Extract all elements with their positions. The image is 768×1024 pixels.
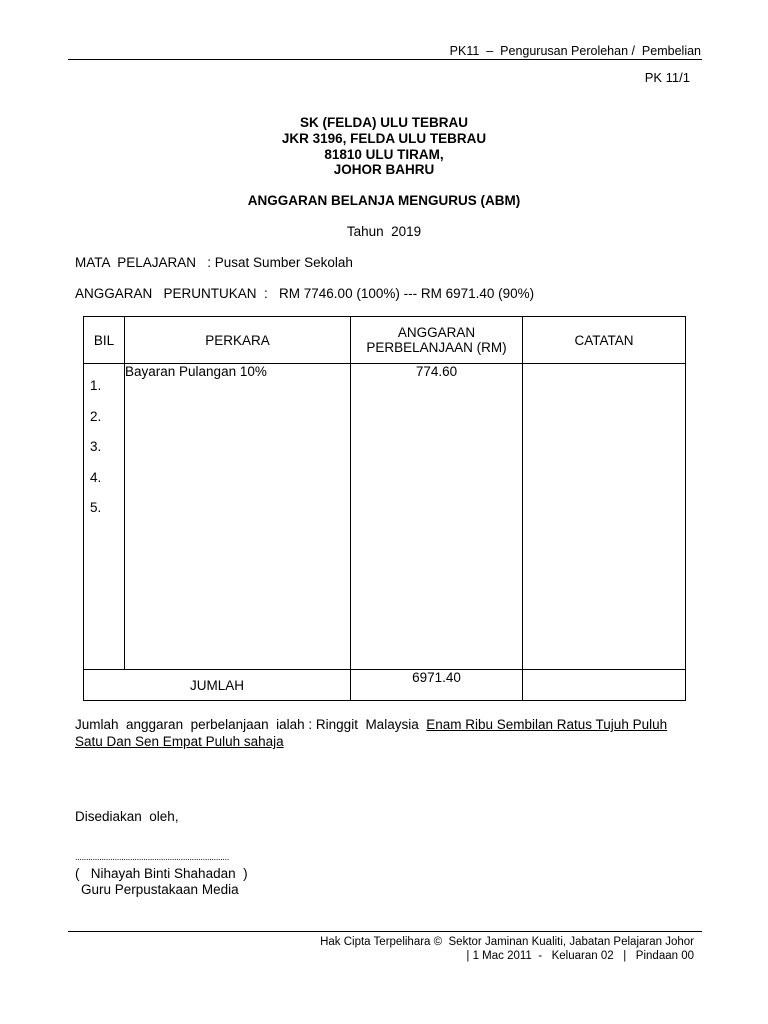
header-text: PK11 – Pengurusan Perolehan / Pembelian bbox=[449, 44, 701, 58]
footer-copyright: Hak Cipta Terpelihara © Sektor Jaminan Kualiti, Jabatan Pelajaran Johor bbox=[320, 936, 694, 948]
year-line: Tahun 2019 bbox=[346, 224, 422, 239]
bil-number: 4. bbox=[90, 469, 102, 485]
subject-line: MATA PELAJARAN : Pusat Sumber Sekolah bbox=[75, 255, 353, 270]
footer-rule bbox=[68, 931, 702, 932]
school-address-line2: 81810 ULU TIRAM, bbox=[324, 147, 444, 162]
header-catatan: CATATAN bbox=[523, 317, 686, 364]
allocation-line: ANGGARAN PERUNTUKAN : RM 7746.00 (100%) --- RM 6971.40 (90%) bbox=[75, 286, 535, 301]
signatory-name: ( Nihayah Binti Shahadan ) bbox=[75, 866, 248, 881]
total-catatan-cell bbox=[523, 670, 686, 701]
bil-number: 1. bbox=[90, 378, 102, 393]
table-body-row bbox=[84, 364, 686, 670]
item-amount: 774.60 bbox=[415, 364, 458, 379]
header-perkara: PERKARA bbox=[125, 317, 351, 364]
catatan-cell bbox=[523, 364, 686, 670]
total-row bbox=[84, 670, 686, 701]
summary-paragraph bbox=[75, 716, 695, 750]
budget-table bbox=[83, 316, 686, 701]
signatory-position: Guru Perpustakaan Media bbox=[81, 882, 239, 897]
bil-number: 5. bbox=[90, 500, 102, 515]
signature-line: ...................................................................... bbox=[75, 852, 230, 862]
footer-revision: | 1 Mac 2011 - Keluaran 02 | Pindaan 00 bbox=[466, 950, 694, 962]
total-amount: 6971.40 bbox=[351, 670, 523, 701]
header-anggaran bbox=[351, 317, 523, 364]
total-label: JUMLAH bbox=[84, 670, 351, 701]
amount-in-words: Enam Ribu Sembilan Ratus Tujuh Puluh Satu Dan Sen Empat Puluh sahaja bbox=[75, 717, 668, 749]
school-address-line1: JKR 3196, FELDA ULU TEBRAU bbox=[281, 131, 487, 146]
header-anggaran-line2: PERBELANJAAN (RM) bbox=[366, 340, 507, 355]
prepared-by-label: Disediakan oleh, bbox=[75, 809, 179, 824]
header-rule bbox=[68, 59, 702, 60]
amount-cell bbox=[351, 364, 523, 670]
summary-prefix: Jumlah anggaran perbelanjaan ialah : Ringgit Malaysia bbox=[75, 717, 427, 732]
perkara-cell bbox=[125, 364, 351, 670]
item-description: Bayaran Pulangan 10% bbox=[125, 364, 267, 379]
form-code: PK 11/1 bbox=[644, 70, 690, 85]
document-title: ANGGARAN BELANJA MENGURUS (ABM) bbox=[247, 193, 521, 208]
table-header-row bbox=[84, 317, 686, 364]
school-address-line3: JOHOR BAHRU bbox=[333, 162, 435, 177]
bil-number: 2. bbox=[90, 408, 102, 424]
bil-cell bbox=[84, 364, 125, 670]
bil-number: 3. bbox=[90, 439, 102, 454]
header-anggaran-line1: ANGGARAN bbox=[397, 325, 476, 340]
header-bil: BIL bbox=[84, 317, 125, 364]
school-name: SK (FELDA) ULU TEBRAU bbox=[300, 115, 468, 130]
